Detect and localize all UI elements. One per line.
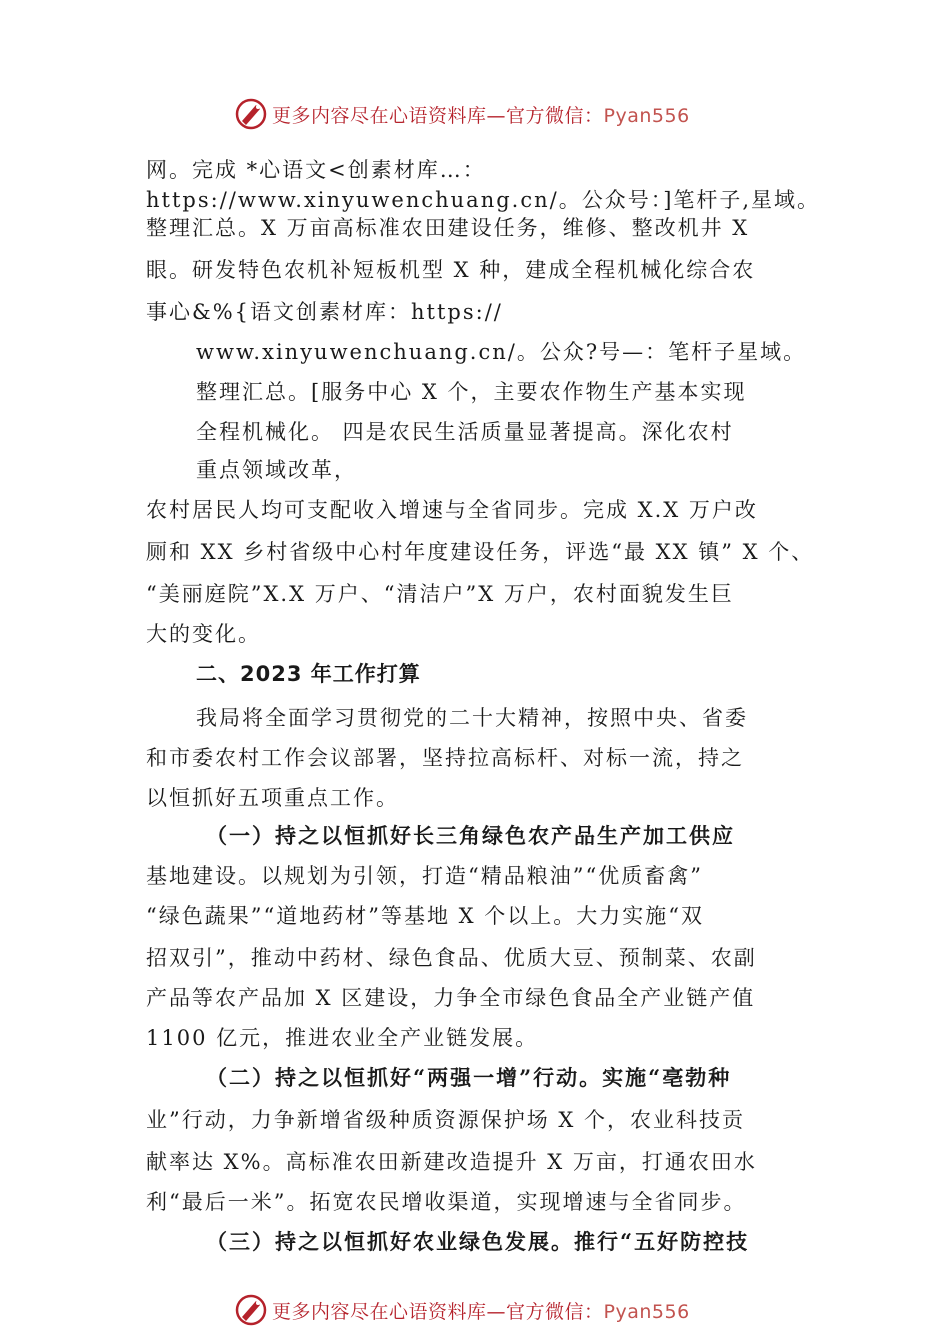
text-line: 利“最后一米”。拓宽农民增收渠道，实现增速与全省同步。	[146, 1190, 747, 1214]
text-line: 重点领域改革，	[196, 458, 357, 482]
text-line: 基地建设。以规划为引领，打造“精品粮油”“优质畜禽”	[146, 864, 703, 888]
text-line: “绿色蔬果”“道地药材”等基地 X 个以上。大力实施“双	[146, 904, 704, 928]
text-line: 眼。研发特色农机补短板机型 X 种，建成全程机械化综合农	[146, 258, 756, 282]
text-line: 招双引”，推动中药材、绿色食品、优质大豆、预制菜、农副	[146, 946, 757, 970]
pen-logo-icon	[234, 1293, 268, 1327]
banner-text: 更多内容尽在心语资料库—官方微信：Pyan556	[272, 1300, 690, 1323]
text-line: www.xinyuwenchuang.cn/。公众?号—：笔杆子星域。	[196, 340, 807, 364]
text-line: 厕和 XX 乡村省级中心村年度建设任务，评选“最 XX 镇” X 个、	[146, 540, 815, 564]
text-line: 产品等农产品加 X 区建设，力争全市绿色食品全产业链产值	[146, 986, 756, 1010]
text-line: 献率达 X%。高标准农田新建改造提升 X 万亩，打通农田水	[146, 1150, 757, 1174]
text-line: 全程机械化。 四是农民生活质量显著提高。深化农村	[196, 420, 734, 444]
text-line: 业”行动，力争新增省级种质资源保护场 X 个，农业科技贡	[146, 1108, 746, 1132]
footer-banner	[234, 1292, 690, 1328]
text-line: 和市委农村工作会议部署，坚持拉高标杆、对标一流，持之	[146, 746, 744, 770]
subsection-title: （一）持之以恒抓好长三角绿色农产品生产加工供应	[206, 823, 735, 848]
text-line: “美丽庭院”X.X 万户、“清洁户”X 万户，农村面貌发生巨	[146, 582, 734, 606]
text-line: 以恒抓好五项重点工作。	[146, 786, 399, 810]
subsection-title: （二）持之以恒抓好“两强一增”行动。实施“亳勃种	[206, 1065, 732, 1090]
text-line: 网。完成 *心语文<创素材库…：	[146, 158, 486, 182]
text-line: 我局将全面学习贯彻党的二十大精神，按照中央、省委	[196, 706, 748, 730]
banner-text: 更多内容尽在心语资料库—官方微信：Pyan556	[272, 104, 690, 127]
text-line: 农村居民人均可支配收入增速与全省同步。完成 X.X 万户改	[146, 498, 758, 522]
section-heading: 二、2023 年工作打算	[196, 662, 421, 686]
text-line: https://www.xinyuwenchuang.cn/。公众号：]笔杆子,星域。	[146, 188, 821, 212]
text-line: 事心&%{语文创素材库：https://	[146, 300, 503, 324]
pen-logo-icon	[234, 97, 268, 131]
text-line: 整理汇总。[服务中心 X 个，主要农作物生产基本实现	[196, 380, 747, 404]
text-line: 1100 亿元，推进农业全产业链发展。	[146, 1026, 539, 1050]
header-banner	[234, 96, 690, 132]
subsection-title: （三）持之以恒抓好农业绿色发展。推行“五好防控技	[206, 1229, 750, 1254]
text-line: 整理汇总。X 万亩高标准农田建设任务，维修、整改机井 X	[146, 216, 750, 240]
text-line: 大的变化。	[146, 622, 261, 646]
